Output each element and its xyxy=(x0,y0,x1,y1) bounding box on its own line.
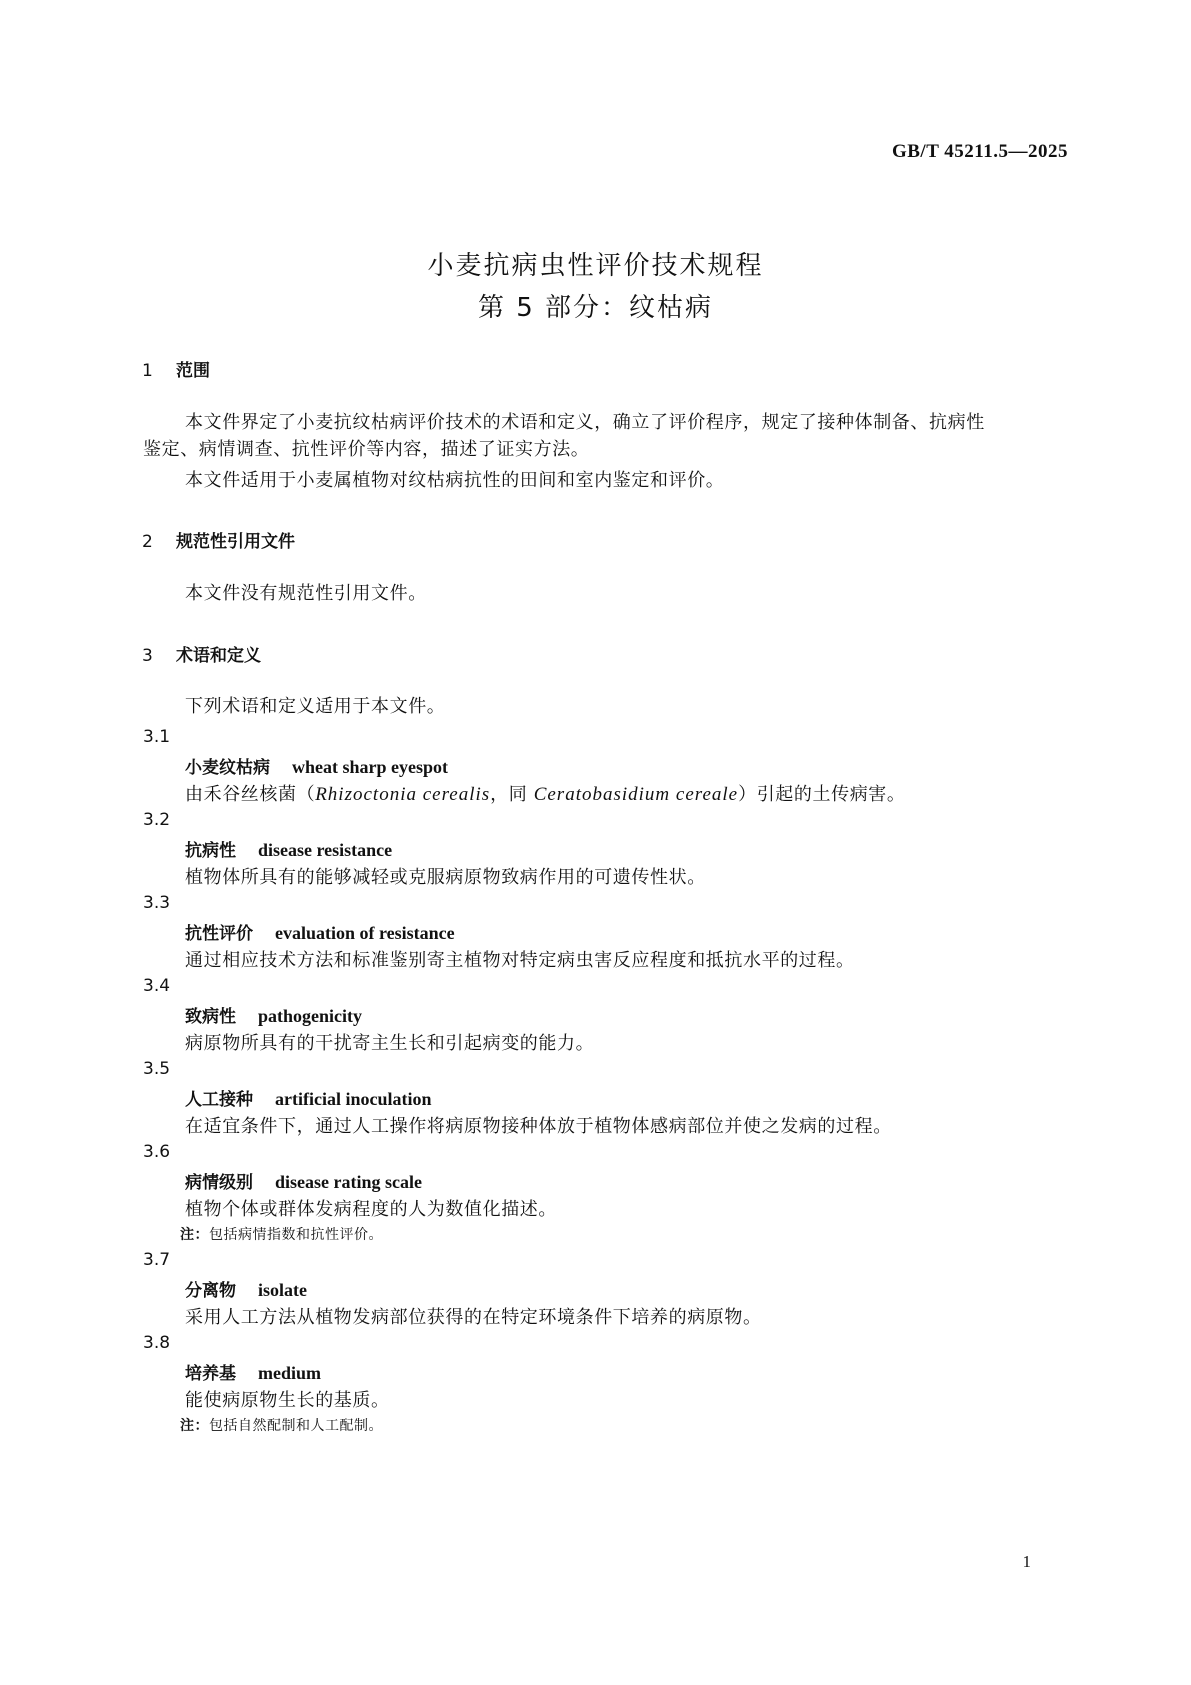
note-label: 注： xyxy=(180,1418,209,1434)
term-chinese: 抗性评价 xyxy=(185,924,253,944)
definition-text: ）引起的土传病害。 xyxy=(738,784,906,805)
term-english: wheat sharp eyespot xyxy=(292,757,448,777)
section-title: 术语和定义 xyxy=(176,646,261,666)
term-definition: 植物体所具有的能够减轻或克服病原物致病作用的可遗传性状。 xyxy=(185,867,706,888)
scientific-name: Ceratobasidium cereale xyxy=(533,784,739,805)
term-definition: 能使病原物生长的基质。 xyxy=(185,1390,390,1411)
document-title: 小麦抗病虫性评价技术规程 xyxy=(427,251,764,281)
term-number: 3.6 xyxy=(143,1142,171,1162)
scope-paragraph-line1: 本文件界定了小麦抗纹枯病评价技术的术语和定义，确立了评价程序，规定了接种体制备、抗病性 xyxy=(185,412,985,433)
term-note xyxy=(180,1415,383,1435)
term-heading xyxy=(185,753,448,778)
term-english: disease rating scale xyxy=(275,1172,422,1192)
term-definition: 在适宜条件下，通过人工操作将病原物接种体放于植物体感病部位并使之发病的过程。 xyxy=(185,1116,892,1137)
term-chinese: 小麦纹枯病 xyxy=(185,758,270,778)
section-number: 3 xyxy=(142,646,153,666)
note-label: 注： xyxy=(180,1227,209,1243)
term-english: artificial inoculation xyxy=(275,1089,432,1109)
term-definition: 病原物所具有的干扰寄主生长和引起病变的能力。 xyxy=(185,1033,595,1054)
section-title: 范围 xyxy=(176,361,210,381)
term-chinese: 病情级别 xyxy=(185,1173,253,1193)
term-number: 3.7 xyxy=(143,1250,171,1270)
term-heading xyxy=(185,1359,321,1384)
terms-intro: 下列术语和定义适用于本文件。 xyxy=(185,696,446,717)
term-definition xyxy=(185,780,906,806)
term-heading xyxy=(185,1168,422,1193)
scope-paragraph-2: 本文件适用于小麦属植物对纹枯病抗性的田间和室内鉴定和评价。 xyxy=(185,470,725,491)
term-number: 3.5 xyxy=(143,1059,171,1079)
term-definition: 通过相应技术方法和标准鉴别寄主植物对特定病虫害反应程度和抵抗水平的过程。 xyxy=(185,950,855,971)
note-text: 包括病情指数和抗性评价。 xyxy=(209,1227,383,1243)
section-heading-normative-references xyxy=(142,527,295,552)
term-heading xyxy=(185,919,455,944)
term-english: evaluation of resistance xyxy=(275,923,455,943)
definition-text: 由禾谷丝核菌（ xyxy=(185,784,316,805)
term-heading xyxy=(185,1276,307,1301)
term-number: 3.1 xyxy=(143,727,171,747)
note-text: 包括自然配制和人工配制。 xyxy=(209,1418,383,1434)
term-number: 3.2 xyxy=(143,810,171,830)
term-heading xyxy=(185,836,392,861)
section-heading-scope xyxy=(142,356,210,381)
term-number: 3.3 xyxy=(143,893,171,913)
term-english: isolate xyxy=(258,1280,307,1300)
term-english: medium xyxy=(258,1363,321,1383)
term-english: pathogenicity xyxy=(258,1006,363,1026)
page-number: 1 xyxy=(1022,1552,1031,1571)
term-chinese: 抗病性 xyxy=(185,841,236,861)
term-number: 3.4 xyxy=(143,976,171,996)
term-chinese: 人工接种 xyxy=(185,1090,253,1110)
term-chinese: 致病性 xyxy=(185,1007,236,1027)
term-definition: 植物个体或群体发病程度的人为数值化描述。 xyxy=(185,1199,557,1220)
term-chinese: 分离物 xyxy=(185,1281,236,1301)
term-definition: 采用人工方法从植物发病部位获得的在特定环境条件下培养的病原物。 xyxy=(185,1307,762,1328)
scope-paragraph-line2: 鉴定、病情调查、抗性评价等内容，描述了证实方法。 xyxy=(143,439,590,460)
term-english: disease resistance xyxy=(258,840,393,860)
definition-text: ，同 xyxy=(490,784,534,805)
standard-number: GB/T 45211.5—2025 xyxy=(891,141,1068,162)
section-heading-terms xyxy=(142,641,261,666)
document-subtitle: 第 5 部分：纹枯病 xyxy=(477,293,714,323)
normative-references-paragraph: 本文件没有规范性引用文件。 xyxy=(185,583,427,604)
scientific-name: Rhizoctonia cerealis xyxy=(315,784,491,805)
term-heading xyxy=(185,1085,432,1110)
term-chinese: 培养基 xyxy=(185,1364,236,1384)
section-number: 2 xyxy=(142,532,153,552)
term-heading xyxy=(185,1002,362,1027)
section-number: 1 xyxy=(142,361,153,381)
section-title: 规范性引用文件 xyxy=(176,532,295,552)
term-number: 3.8 xyxy=(143,1333,171,1353)
term-note xyxy=(180,1224,383,1244)
